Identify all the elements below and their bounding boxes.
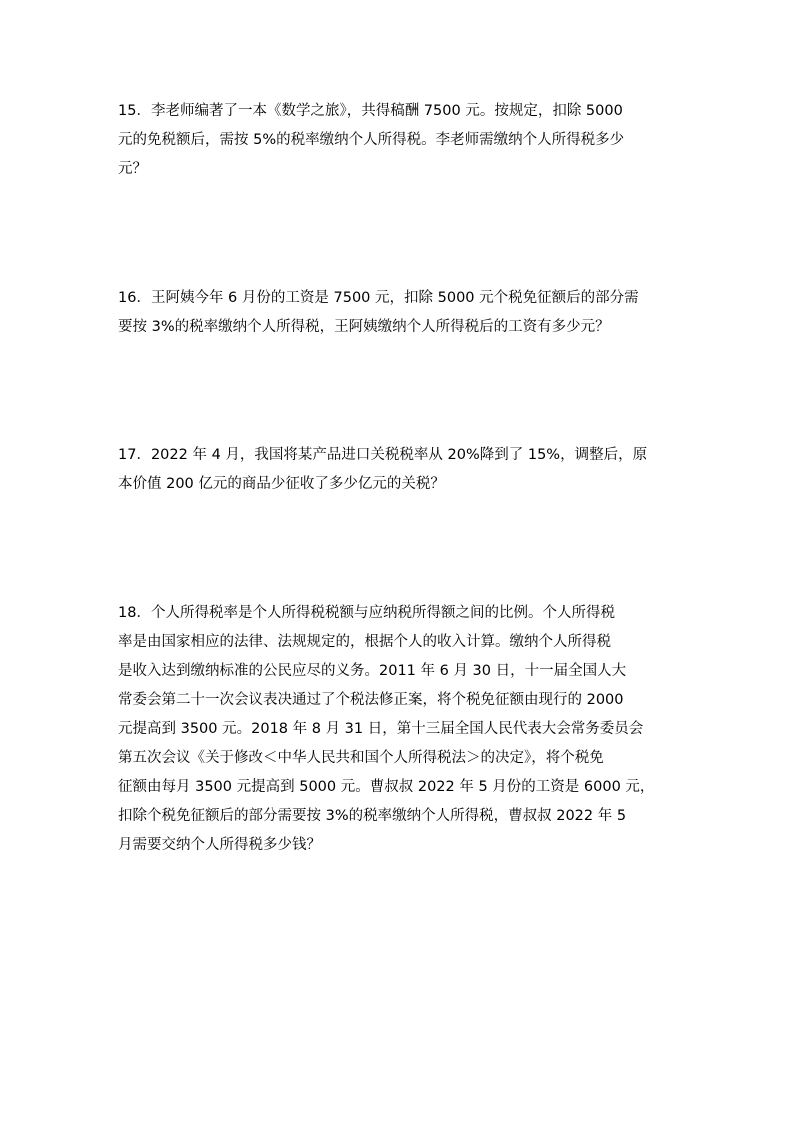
problem-line: 16．王阿姨今年 6 月份的工资是 7500 元，扣除 5000 元个税免征额后的部分需 — [118, 290, 639, 306]
problem-line: 征额由每月 3500 元提高到 5000 元。曹叔叔 2022 年 5 月份的工资是 6000 元， — [118, 779, 655, 795]
problem-line: 17．2022 年 4 月，我国将某产品进口关税税率从 20%降到了 15%，调整后，原 — [118, 447, 648, 463]
problem-line: 元的免税额后，需按 5%的税率缴纳个人所得税。李老师需缴纳个人所得税多少 — [118, 132, 625, 148]
problem-line: 18．个人所得税率是个人所得税税额与应纳税所得额之间的比例。个人所得税 — [118, 605, 615, 621]
problem-18 — [118, 599, 670, 860]
problem-line: 15．李老师编著了一本《数学之旅》，共得稿酬 7500 元。按规定，扣除 5000 — [118, 103, 623, 119]
problem-15 — [118, 97, 670, 184]
problem-16 — [118, 284, 670, 342]
problem-line: 扣除个税免征额后的部分需要按 3%的税率缴纳个人所得税，曹叔叔 2022 年 5 — [118, 808, 627, 824]
problem-17 — [118, 441, 670, 499]
problem-line: 常委会第二十一次会议表决通过了个税法修正案，将个税免征额由现行的 2000 — [118, 692, 624, 708]
problem-line: 第五次会议《关于修改＜中华人民共和国个人所得税法＞的决定》，将个税免 — [118, 750, 604, 766]
problem-line: 元提高到 3500 元。2018 年 8 月 31 日，第十三届全国人民代表大会常务委员会 — [118, 721, 644, 737]
problem-line: 要按 3%的税率缴纳个人所得税，王阿姨缴纳个人所得税后的工资有多少元？ — [118, 319, 610, 335]
problem-line: 本价值 200 亿元的商品少征收了多少亿元的关税？ — [118, 476, 445, 492]
problem-line: 元？ — [118, 161, 147, 177]
problem-line: 月需要交纳个人所得税多少钱？ — [118, 837, 321, 853]
problem-line: 是收入达到缴纳标准的公民应尽的义务。2011 年 6 月 30 日，十一届全国人大 — [118, 663, 627, 679]
problem-line: 率是由国家相应的法律、法规规定的，根据个人的收入计算。缴纳个人所得税 — [118, 634, 611, 650]
